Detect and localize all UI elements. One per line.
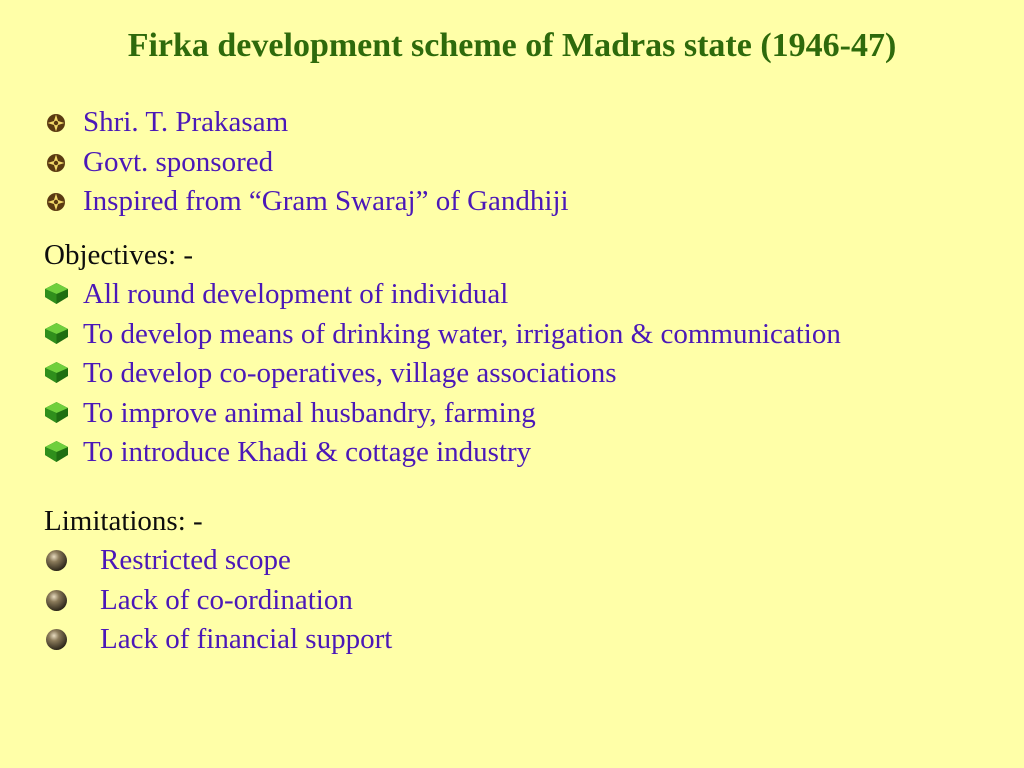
objectives-heading: Objectives: -	[44, 239, 193, 271]
objective-item-text: To improve animal husbandry, farming	[83, 396, 536, 429]
green-gem-bullet-icon	[44, 282, 69, 305]
intro-item-text: Shri. T. Prakasam	[83, 106, 289, 138]
objective-item-text: To develop means of drinking water, irrigation & communication	[83, 317, 841, 350]
green-gem-bullet-icon	[44, 361, 69, 384]
objective-item-text: To develop co-operatives, village associations	[83, 357, 617, 389]
bronze-ball-bullet-icon	[45, 549, 68, 572]
flower-bullet-icon	[46, 153, 66, 173]
objective-item-text: To introduce Khadi & cottage industry	[83, 436, 532, 468]
limitation-item-text: Lack of co-ordination	[100, 583, 353, 616]
green-gem-bullet-icon	[44, 322, 69, 345]
green-gem-bullet-icon	[44, 440, 69, 463]
objective-item-text: All round development of individual	[83, 278, 509, 310]
limitation-item-text: Lack of financial support	[100, 623, 393, 655]
green-gem-bullet-icon	[44, 401, 69, 424]
limitation-item-text: Restricted scope	[100, 544, 291, 576]
flower-bullet-icon	[46, 192, 66, 212]
flower-bullet-icon	[46, 113, 66, 133]
bronze-ball-bullet-icon	[45, 589, 68, 612]
limitations-heading: Limitations: -	[44, 505, 203, 537]
intro-item-text: Govt. sponsored	[83, 145, 274, 178]
slide-title: Firka development scheme of Madras state (1946-47)	[127, 27, 897, 64]
bronze-ball-bullet-icon	[45, 628, 68, 651]
intro-item-text: Inspired from “Gram Swaraj” of Gandhiji	[83, 185, 569, 217]
